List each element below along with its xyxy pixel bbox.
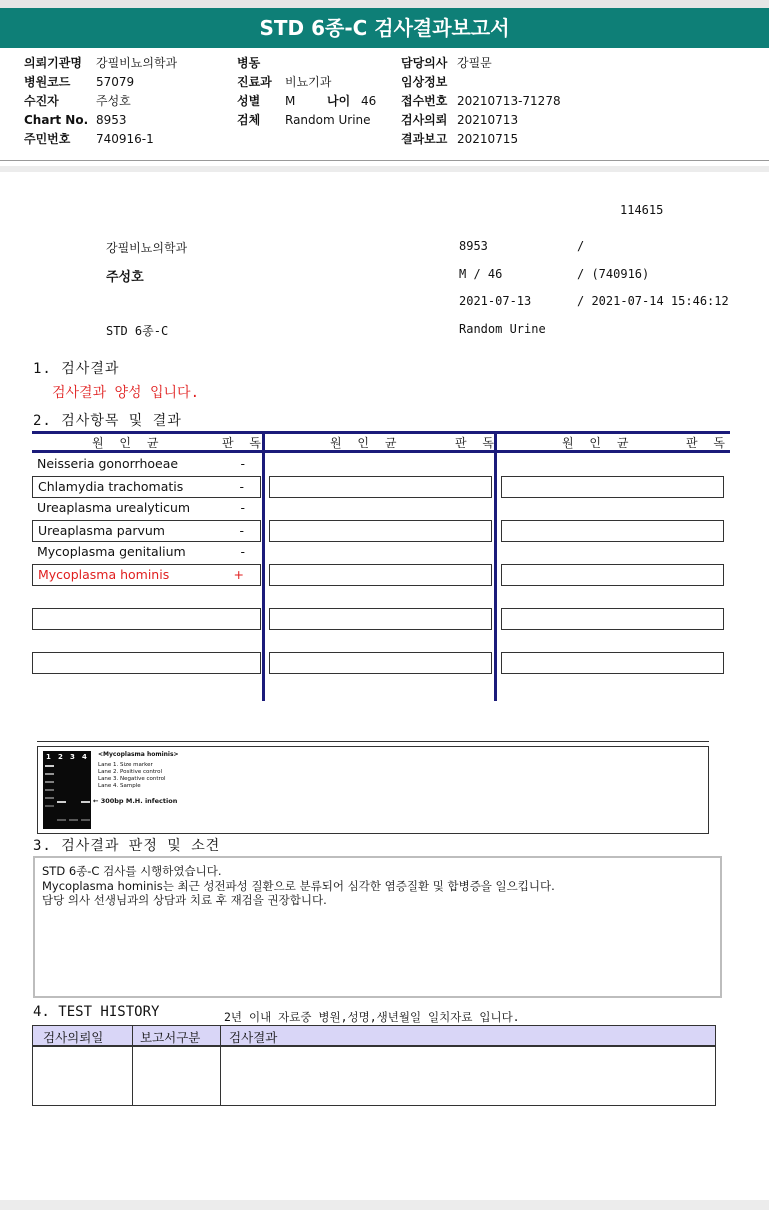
info-value: M bbox=[285, 94, 296, 108]
info-label: 담당의사 bbox=[401, 56, 448, 70]
gel-band bbox=[57, 801, 66, 803]
result-summary: 검사결과 양성 입니다. bbox=[52, 385, 200, 401]
info-value: 강필문 bbox=[457, 56, 492, 70]
info-label: 의뢰기관명 bbox=[24, 56, 82, 70]
opinion-line: STD 6종-C 검사를 시행하였습니다. bbox=[42, 864, 222, 878]
gray-band bbox=[0, 166, 769, 172]
gel-band bbox=[57, 819, 66, 821]
result-mark: - bbox=[240, 500, 245, 515]
history-column-divider bbox=[220, 1026, 221, 1105]
gel-band bbox=[45, 789, 54, 791]
info-label: 진료과 bbox=[237, 75, 272, 89]
empty-row bbox=[501, 476, 724, 498]
table-row bbox=[32, 476, 261, 498]
info-value: 20210713-71278 bbox=[457, 94, 561, 108]
header-organism: 원 인 균 bbox=[92, 436, 165, 450]
info-column-3 bbox=[401, 54, 561, 149]
history-header-type: 보고서구분 bbox=[140, 1030, 201, 1045]
gel-band bbox=[45, 781, 54, 783]
info-label: 접수번호 bbox=[401, 94, 448, 108]
history-header-date: 검사의뢰일 bbox=[43, 1030, 104, 1045]
history-table bbox=[32, 1025, 716, 1106]
gel-band bbox=[81, 819, 90, 821]
empty-row bbox=[269, 564, 492, 586]
gel-band bbox=[81, 801, 90, 803]
gel-band bbox=[45, 797, 54, 799]
specimen-type: Random Urine bbox=[459, 322, 546, 336]
age-value: 46 bbox=[361, 94, 377, 108]
opinion-box bbox=[33, 856, 722, 998]
gel-legend bbox=[98, 751, 179, 790]
empty-row bbox=[501, 608, 724, 630]
section-3-title: 3. 검사결과 판정 및 소견 bbox=[33, 838, 221, 854]
table-row bbox=[32, 542, 261, 564]
empty-row bbox=[269, 608, 492, 630]
birth-date: / (740916) bbox=[577, 267, 650, 281]
history-column-divider bbox=[132, 1026, 133, 1105]
info-label: 병동 bbox=[237, 56, 261, 70]
info-value: 8953 bbox=[96, 113, 127, 127]
lane-number: 2 bbox=[58, 753, 63, 761]
empty-row bbox=[32, 608, 261, 630]
opinion-line: 담당 의사 선생님과의 상담과 치료 후 재검을 권장합니다. bbox=[42, 893, 327, 907]
header-judgement: 판 독 bbox=[686, 436, 731, 450]
gel-legend-item: Lane 2. Positive control bbox=[98, 769, 163, 775]
result-mark: + bbox=[233, 567, 244, 582]
divider bbox=[0, 160, 769, 161]
report-title: STD 6종-C 검사결과보고서 bbox=[0, 8, 769, 48]
empty-row bbox=[269, 652, 492, 674]
header-organism: 원 인 균 bbox=[330, 436, 403, 450]
table-column-divider bbox=[262, 431, 265, 701]
clinic-name: 강필비뇨의학과 bbox=[106, 241, 188, 255]
header-organism: 원 인 균 bbox=[562, 436, 635, 450]
result-mark: - bbox=[240, 544, 245, 559]
lane-number: 3 bbox=[70, 753, 75, 761]
gel-title: <Mycoplasma hominis> bbox=[98, 751, 179, 758]
organism-name: Neisseria gonorrhoeae bbox=[37, 456, 179, 471]
result-mark: - bbox=[239, 523, 244, 538]
gel-band bbox=[69, 819, 78, 821]
table-row bbox=[32, 454, 261, 476]
gel-legend-item: Lane 3. Negative control bbox=[98, 776, 166, 782]
age-label: 나이 bbox=[327, 94, 351, 108]
empty-row bbox=[269, 520, 492, 542]
history-header-result: 검사결과 bbox=[229, 1030, 278, 1045]
reported-datetime: / 2021-07-14 15:46:12 bbox=[577, 294, 729, 308]
section-4-title: 4. TEST HISTORY bbox=[33, 1004, 160, 1020]
info-value: 57079 bbox=[96, 75, 135, 89]
info-value: Random Urine bbox=[285, 113, 371, 127]
table-row bbox=[32, 564, 261, 586]
gel-legend-item: Lane 1. Size marker bbox=[98, 762, 153, 768]
header-judgement: 판 독 bbox=[222, 436, 267, 450]
info-label: 성별 bbox=[237, 94, 261, 108]
section-1-title: 1. 검사결과 bbox=[33, 361, 120, 377]
sex-age: M / 46 bbox=[459, 267, 503, 281]
info-column-1 bbox=[24, 54, 177, 149]
info-label: Chart No. bbox=[24, 113, 89, 127]
lane-number: 1 bbox=[46, 753, 51, 761]
info-value: 주성호 bbox=[96, 94, 131, 108]
organism-name: Ureaplasma urealyticum bbox=[37, 500, 191, 515]
organism-name: Chlamydia trachomatis bbox=[38, 479, 184, 494]
header-judgement: 판 독 bbox=[455, 436, 500, 450]
empty-row bbox=[501, 652, 724, 674]
table-column-divider bbox=[494, 431, 497, 701]
empty-row bbox=[269, 476, 492, 498]
info-value: 비뇨기과 bbox=[285, 75, 332, 89]
info-value: 20210713 bbox=[457, 113, 519, 127]
table-row bbox=[32, 520, 261, 542]
info-label: 수진자 bbox=[24, 94, 59, 108]
result-mark: - bbox=[239, 479, 244, 494]
organism-name: Mycoplasma hominis bbox=[38, 567, 170, 582]
section-2-title: 2. 검사항목 및 결과 bbox=[33, 413, 182, 429]
info-column-2 bbox=[237, 54, 376, 130]
gel-arrow-label: ← 300bp M.H. infection bbox=[93, 797, 178, 805]
table-row bbox=[32, 498, 261, 520]
info-label: 검체 bbox=[237, 113, 261, 127]
info-label: 임상정보 bbox=[401, 75, 448, 89]
history-note: 2년 이내 자료중 병원,성명,생년월일 일치자료 입니다. bbox=[224, 1010, 520, 1024]
lane-number: 4 bbox=[82, 753, 87, 761]
organism-name: Mycoplasma genitalium bbox=[37, 544, 186, 559]
info-label: 병원코드 bbox=[24, 75, 71, 89]
organism-name: Ureaplasma parvum bbox=[38, 523, 165, 538]
received-date: 2021-07-13 bbox=[459, 294, 532, 308]
gel-top-rule bbox=[37, 741, 709, 742]
top-band bbox=[0, 0, 769, 8]
opinion-line: Mycoplasma hominis는 최근 성전파성 질환으로 분류되어 심각한 염증질환 및 합병증을 일으킵니다. bbox=[42, 878, 555, 893]
test-name: STD 6종-C bbox=[106, 324, 169, 338]
gel-band bbox=[45, 805, 54, 807]
patient-name: 주성호 bbox=[106, 270, 144, 285]
bottom-band bbox=[0, 1200, 769, 1210]
empty-row bbox=[501, 520, 724, 542]
gel-band bbox=[45, 765, 54, 767]
gel-legend-item: Lane 4. Sample bbox=[98, 783, 141, 789]
report-code: 114615 bbox=[620, 203, 664, 217]
chart-number: 8953 bbox=[459, 239, 488, 253]
empty-row bbox=[32, 652, 261, 674]
empty-row bbox=[501, 564, 724, 586]
info-label: 주민번호 bbox=[24, 132, 71, 146]
separator: / bbox=[577, 239, 585, 253]
history-header-row bbox=[33, 1026, 715, 1047]
gel-band bbox=[45, 773, 54, 775]
gel-electrophoresis-image bbox=[43, 751, 91, 829]
info-value: 20210715 bbox=[457, 132, 519, 146]
info-value: 강필비뇨의학과 bbox=[96, 56, 178, 70]
info-value: 740916-1 bbox=[96, 132, 154, 146]
result-mark: - bbox=[240, 456, 245, 471]
gel-figure bbox=[37, 746, 709, 834]
info-label: 검사의뢰 bbox=[401, 113, 448, 127]
info-label: 결과보고 bbox=[401, 132, 448, 146]
